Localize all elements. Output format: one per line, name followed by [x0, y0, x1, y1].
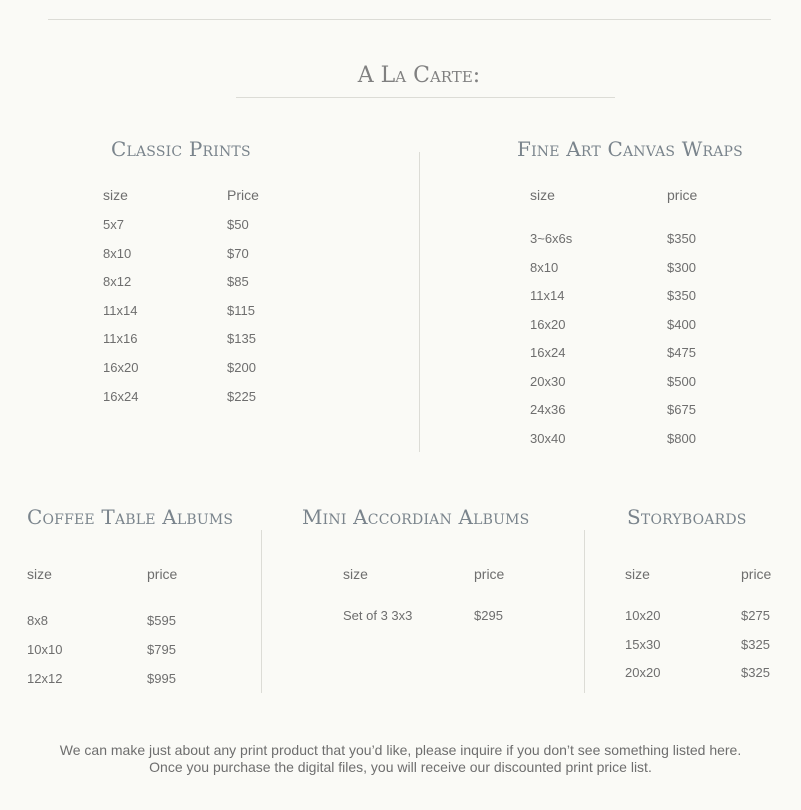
title-underline: [236, 97, 615, 98]
classic-price-cell: $225: [227, 389, 256, 404]
classic-price-cell: $50: [227, 217, 249, 232]
coffee-price-cell: $995: [147, 671, 176, 686]
canvas-price-cell: $800: [667, 431, 696, 446]
canvas-price-cell: $475: [667, 345, 696, 360]
top-divider: [48, 19, 771, 20]
story-size-cell: 20x20: [625, 665, 661, 680]
coffee-size-header: size: [27, 566, 52, 582]
mini-size-header: size: [343, 566, 368, 582]
canvas-price-cell: $675: [667, 402, 696, 417]
canvas-size-cell: 16x20: [530, 317, 566, 332]
classic-size-cell: 8x10: [103, 246, 132, 261]
story-price-cell: $275: [741, 608, 770, 623]
canvas-size-cell: 30x40: [530, 431, 566, 446]
classic-size-cell: 11x14: [103, 303, 138, 318]
canvas-size-cell: 8x10: [530, 260, 559, 275]
column-divider: [261, 530, 262, 693]
coffee-price-cell: $795: [147, 642, 176, 657]
classic-size-cell: 16x24: [103, 389, 139, 404]
mini-size-cell: Set of 3 3x3: [343, 608, 413, 623]
canvas-price-cell: $500: [667, 374, 696, 389]
mini-albums-title: Mini Accordian Albums: [302, 505, 530, 529]
classic-size-cell: 8x12: [103, 274, 132, 289]
canvas-size-header: size: [530, 187, 555, 203]
storyboards-title: Storyboards: [627, 505, 747, 529]
canvas-wraps-title: Fine Art Canvas Wraps: [517, 137, 743, 161]
canvas-size-cell: 3~6x6s: [530, 231, 573, 246]
canvas-price-cell: $350: [667, 231, 696, 246]
canvas-price-cell: $350: [667, 288, 696, 303]
classic-price-cell: $200: [227, 360, 256, 375]
coffee-size-cell: 12x12: [27, 671, 63, 686]
classic-price-cell: $115: [227, 303, 255, 318]
canvas-size-cell: 11x14: [530, 288, 565, 303]
classic-price-cell: $70: [227, 246, 249, 261]
canvas-size-cell: 16x24: [530, 345, 566, 360]
story-size-cell: 10x20: [625, 608, 661, 623]
coffee-price-cell: $595: [147, 613, 176, 628]
mini-price-header: price: [474, 566, 505, 582]
classic-size-cell: 11x16: [103, 331, 138, 346]
story-size-header: size: [625, 566, 650, 582]
footer-note-line2: Once you purchase the digital files, you will receive our discounted print price list.: [149, 759, 652, 775]
column-divider: [584, 530, 585, 693]
story-size-cell: 15x30: [625, 637, 661, 652]
column-divider: [419, 152, 420, 452]
classic-price-cell: $135: [227, 331, 256, 346]
coffee-size-cell: 10x10: [27, 642, 63, 657]
coffee-price-header: price: [147, 566, 178, 582]
classic-price-header: Price: [227, 187, 259, 203]
canvas-size-cell: 20x30: [530, 374, 566, 389]
story-price-header: price: [741, 566, 772, 582]
canvas-size-cell: 24x36: [530, 402, 566, 417]
page-title: A La Carte:: [357, 63, 481, 88]
coffee-albums-title: Coffee Table Albums: [27, 505, 234, 529]
footer-note-line1: We can make just about any print product that you’d like, please inquire if you don’t see something listed here.: [59, 742, 742, 758]
classic-size-cell: 16x20: [103, 360, 139, 375]
classic-size-cell: 5x7: [103, 217, 124, 232]
story-price-cell: $325: [741, 665, 770, 680]
classic-size-header: size: [103, 187, 128, 203]
mini-price-cell: $295: [474, 608, 503, 623]
coffee-size-cell: 8x8: [27, 613, 48, 628]
story-price-cell: $325: [741, 637, 770, 652]
canvas-price-header: price: [667, 187, 698, 203]
canvas-price-cell: $400: [667, 317, 696, 332]
classic-prints-title: Classic Prints: [111, 137, 251, 161]
classic-price-cell: $85: [227, 274, 249, 289]
canvas-price-cell: $300: [667, 260, 696, 275]
